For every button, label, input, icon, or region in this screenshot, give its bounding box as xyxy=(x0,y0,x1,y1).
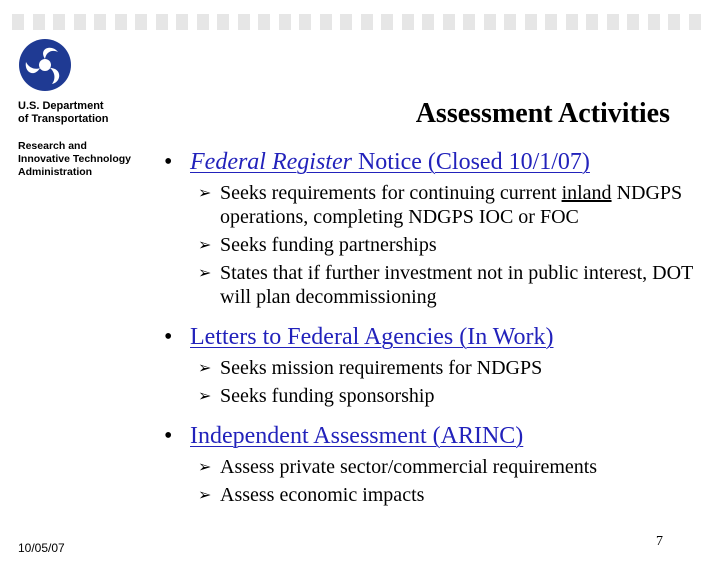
arrow-bullet-icon: ➢ xyxy=(198,263,212,282)
underlined-word: inland xyxy=(561,182,612,204)
department-line-1: U.S. Department xyxy=(18,100,104,112)
header-bar-block xyxy=(627,14,639,30)
slide-date: 10/05/07 xyxy=(18,541,65,555)
header-bar-block xyxy=(320,14,332,30)
bullet-2-text: Letters to Federal Agencies (In Work) xyxy=(190,324,554,350)
header-bar-block xyxy=(238,14,250,30)
header-bar-block xyxy=(217,14,229,30)
bullet-3-text: Independent Assessment (ARINC) xyxy=(190,423,524,449)
arrow-bullet-icon: ➢ xyxy=(198,386,212,405)
arrow-bullet-icon: ➢ xyxy=(198,485,212,504)
header-bar-block xyxy=(381,14,393,30)
header-bar-block xyxy=(484,14,496,30)
sub-bullet: ➢ States that if further investment not in public interest, DOT will plan decommissioning xyxy=(198,262,693,308)
header-bar-block xyxy=(504,14,516,30)
arrow-bullet-icon: ➢ xyxy=(198,457,212,476)
sub-bullet: ➢ Seeks funding partnerships xyxy=(198,234,437,256)
bullet-independent-assessment[interactable] xyxy=(164,422,704,451)
sub-bullet: ➢ Seeks requirements for continuing current inland NDGPS operations, completing NDGPS IOC or FOC xyxy=(198,182,683,228)
header-bar-block xyxy=(94,14,106,30)
header-bar-block xyxy=(299,14,311,30)
header-bar-block xyxy=(115,14,127,30)
slide-title: Assessment Activities xyxy=(415,98,670,129)
bullet-1-italic: Federal Register xyxy=(190,149,352,175)
header-bar-block xyxy=(689,14,701,30)
header-bar-block xyxy=(258,14,270,30)
sub-bullet: ➢ Assess economic impacts xyxy=(198,484,425,506)
arrow-bullet-icon: ➢ xyxy=(198,183,212,202)
header-bar-block xyxy=(12,14,24,30)
dot-triskelion-logo-icon xyxy=(18,38,72,92)
header-bar-block xyxy=(443,14,455,30)
bullet-federal-register[interactable] xyxy=(164,148,704,177)
sub-bullet: ➢ Seeks funding sponsorship xyxy=(198,385,435,407)
administration-line-2: Innovative Technology xyxy=(18,153,131,165)
header-bar-block xyxy=(33,14,45,30)
bullet-1-text: Notice (Closed 10/1/07) xyxy=(351,149,590,175)
header-bar-block xyxy=(463,14,475,30)
header-bar-block xyxy=(668,14,680,30)
administration-line-3: Administration xyxy=(18,166,93,178)
header-bar-block xyxy=(586,14,598,30)
bullet-dot-icon: • xyxy=(164,149,173,175)
header-bar-block xyxy=(545,14,557,30)
arrow-bullet-icon: ➢ xyxy=(198,235,212,254)
header-bar-block xyxy=(525,14,537,30)
administration-line-1: Research and xyxy=(18,140,87,152)
header-bar-block xyxy=(74,14,86,30)
header-bar-block xyxy=(566,14,578,30)
header-decorative-bar xyxy=(12,14,708,34)
header-bar-block xyxy=(279,14,291,30)
header-bar-block xyxy=(340,14,352,30)
header-bar-block xyxy=(422,14,434,30)
header-bar-block xyxy=(156,14,168,30)
header-bar-block xyxy=(361,14,373,30)
header-bar-block xyxy=(135,14,147,30)
header-bar-block xyxy=(607,14,619,30)
slide-content xyxy=(164,142,704,507)
header-bar-block xyxy=(197,14,209,30)
sub-bullet: ➢ Seeks mission requirements for NDGPS xyxy=(198,357,543,379)
arrow-bullet-icon: ➢ xyxy=(198,358,212,377)
bullet-letters-to-agencies[interactable] xyxy=(164,323,704,352)
administration-name xyxy=(18,140,131,179)
page-number: 7 xyxy=(656,534,663,549)
bullet-dot-icon: • xyxy=(164,324,173,350)
header-bar-block xyxy=(648,14,660,30)
header-bar-block xyxy=(53,14,65,30)
header-bar-block xyxy=(176,14,188,30)
department-name xyxy=(18,100,108,126)
sub-bullet: ➢ Assess private sector/commercial requirements xyxy=(198,456,598,478)
header-bar-block xyxy=(402,14,414,30)
department-line-2: of Transportation xyxy=(18,113,109,125)
bullet-dot-icon: • xyxy=(164,423,173,449)
